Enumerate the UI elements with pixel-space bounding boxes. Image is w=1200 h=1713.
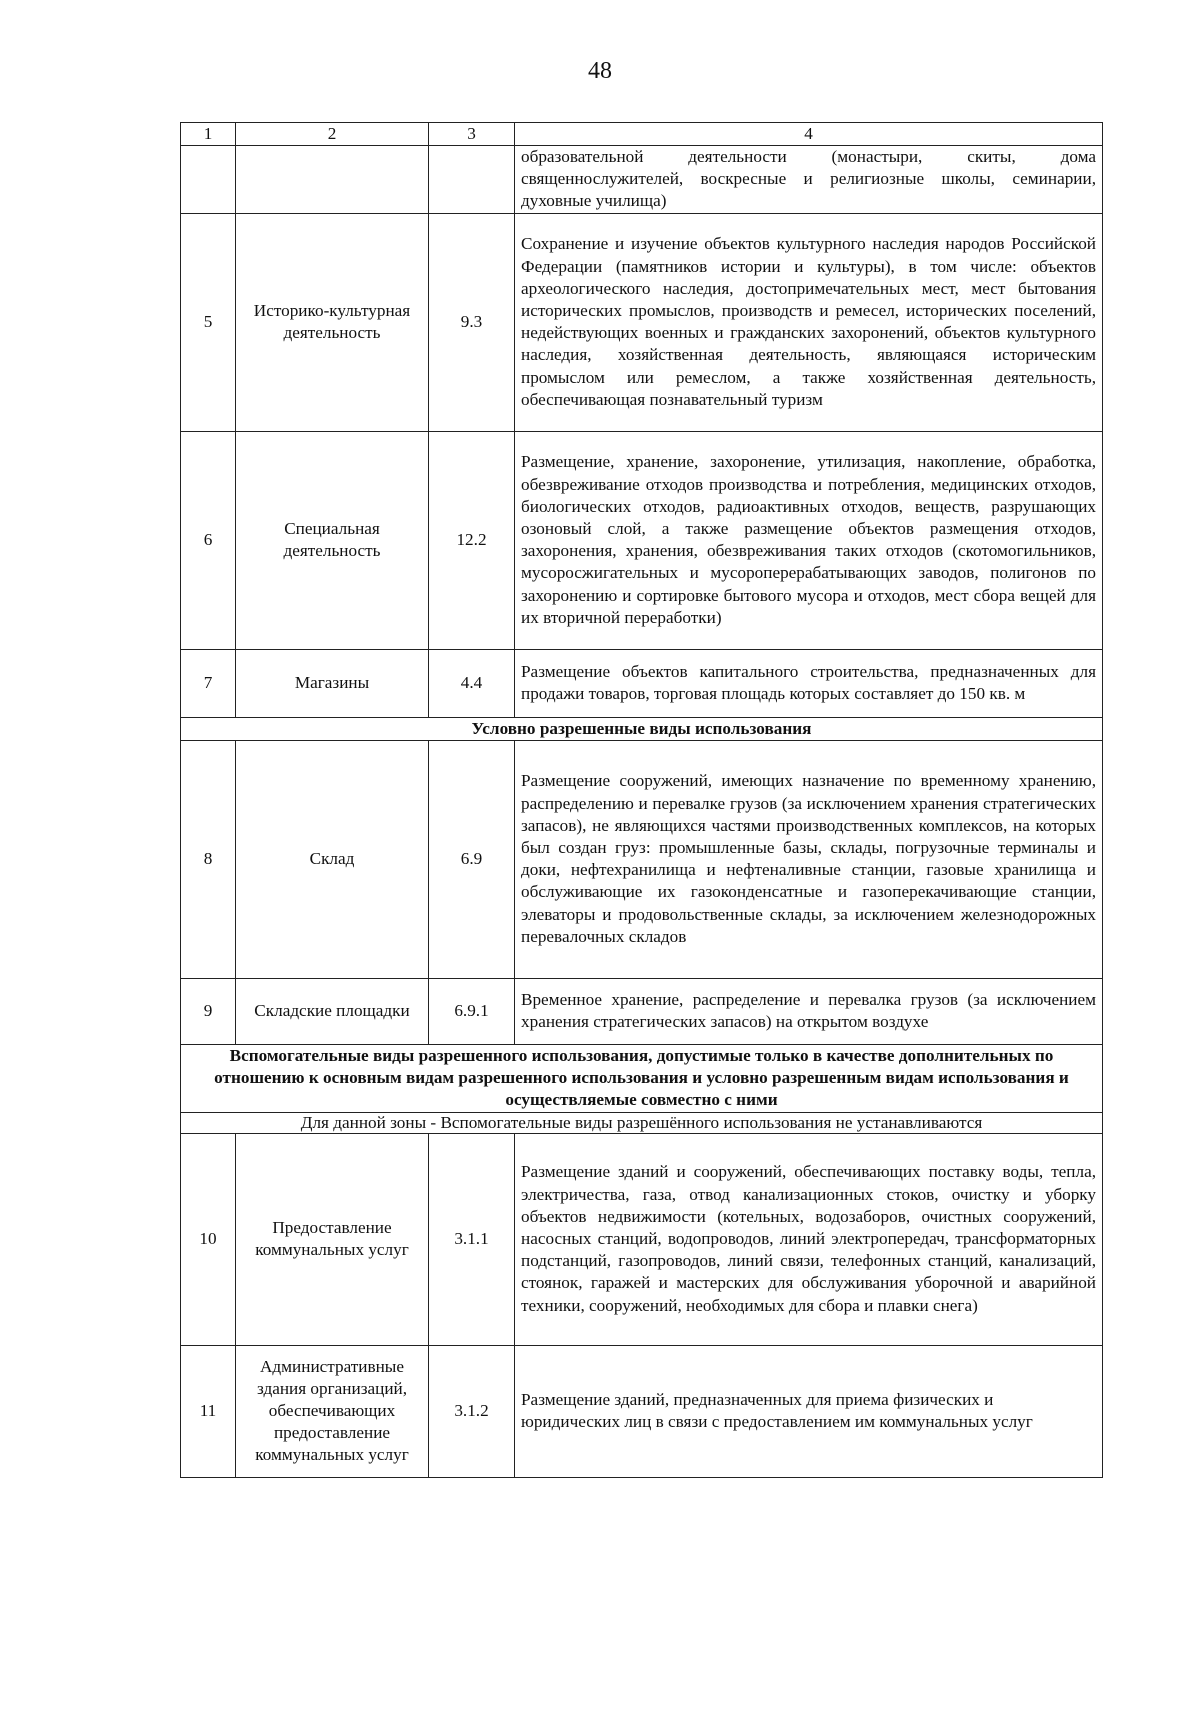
land-use-table bbox=[180, 122, 1103, 1478]
row-description: Размещение зданий и сооружений, обеспечивающих поставку воды, тепла, электричества, газа, отвод канализационных стоков, очистку и уборку объектов недвижимости (котельных, водозаборов, очистных сооружений, насосных станций, водопроводов, линий электропередач, трансформаторных подстанций, газопроводов, линий связи, телефонных станций, канализаций, стоянок, гаражей и мастерских для обслуживания уборочной и аварийной техники, сооружений, необходимых для сбора и плавки снега) bbox=[515, 1133, 1103, 1345]
section-row bbox=[181, 717, 1103, 740]
table-row bbox=[181, 1345, 1103, 1477]
row-code: 3.1.1 bbox=[429, 1133, 515, 1345]
table-row bbox=[181, 978, 1103, 1044]
note-row bbox=[181, 1112, 1103, 1133]
table-row bbox=[181, 213, 1103, 431]
row-use-name: Специальная деятельность bbox=[236, 431, 429, 649]
section-title-conditional: Условно разрешенные виды использования bbox=[181, 717, 1103, 740]
header-col-3: 3 bbox=[429, 123, 515, 146]
row-number: 5 bbox=[181, 213, 236, 431]
row-description: Размещение зданий, предназначенных для приема физических и юридических лиц в связи с предоставлением им коммунальных услуг bbox=[515, 1345, 1103, 1477]
row-number: 7 bbox=[181, 649, 236, 717]
header-col-4: 4 bbox=[515, 123, 1103, 146]
row-description: Размещение, хранение, захоронение, утилизация, накопление, обработка, обезвреживание отходов производства и потребления, медицинских отходов, биологических отходов, радиоактивных отходов, веществ, разрушающих озоновый слой, а также размещение объектов размещения отходов, захоронения, хранения, обезвреживания таких отходов (скотомогильников, мусоросжигательных и мусороперерабатывающих заводов, полигонов по захоронению и сортировке бытового мусора и отходов, мест сбора вещей для их вторичной переработки) bbox=[515, 431, 1103, 649]
section-title-auxiliary: Вспомогательные виды разрешенного использования, допустимые только в качестве дополнительных по отношению к основным видам разрешенного использования и условно разрешенным видам использования и осуществляемые совместно с ними bbox=[181, 1044, 1103, 1112]
table-header-row bbox=[181, 123, 1103, 146]
header-col-1: 1 bbox=[181, 123, 236, 146]
row-description: Временное хранение, распределение и перевалка грузов (за исключением хранения стратегических запасов) на открытом воздухе bbox=[515, 978, 1103, 1044]
row-number: 11 bbox=[181, 1345, 236, 1477]
section-row bbox=[181, 1044, 1103, 1112]
table-row bbox=[181, 740, 1103, 978]
row-use-name: Административные здания организаций, обеспечивающих предоставление коммунальных услуг bbox=[236, 1345, 429, 1477]
table-row bbox=[181, 649, 1103, 717]
row-use-name: Магазины bbox=[236, 649, 429, 717]
row-description: образовательной деятельности (монастыри, скиты, дома священнослужителей, воскресные и религиозные школы, семинарии, духовные училища) bbox=[515, 146, 1103, 214]
row-description: Размещение объектов капитального строительства, предназначенных для продажи товаров, торговая площадь которых составляет до 150 кв. м bbox=[515, 649, 1103, 717]
table-row bbox=[181, 146, 1103, 214]
row-number: 6 bbox=[181, 431, 236, 649]
table-row bbox=[181, 431, 1103, 649]
row-description: Размещение сооружений, имеющих назначение по временному хранению, распределению и перевалке грузов (за исключением хранения стратегических запасов), не являющихся частями производственных комплексов, на которых был создан груз: промышленные базы, склады, погрузочные терминалы и доки, нефтехранилища и нефтеналивные станции, газовые хранилища и обслуживающие их газоконденсатные и газоперекачивающие станции, элеваторы и продовольственные склады, за исключением железнодорожных перевалочных складов bbox=[515, 740, 1103, 978]
row-code: 4.4 bbox=[429, 649, 515, 717]
header-col-2: 2 bbox=[236, 123, 429, 146]
row-code: 6.9 bbox=[429, 740, 515, 978]
row-code: 9.3 bbox=[429, 213, 515, 431]
auxiliary-note: Для данной зоны - Вспомогательные виды разрешённого использования не устанавливаются bbox=[181, 1112, 1103, 1133]
row-description: Сохранение и изучение объектов культурного наследия народов Российской Федерации (памятников истории и культуры), в том числе: объектов археологического наследия, достопримечательных мест, мест бытования исторических промыслов, производств и ремесел, исторических поселений, недействующих военных и гражданских захоронений, объектов культурного наследия, хозяйственная деятельность, являющаяся историческим промыслом или ремеслом, а также хозяйственная деятельность, обеспечивающая познавательный туризм bbox=[515, 213, 1103, 431]
row-code: 6.9.1 bbox=[429, 978, 515, 1044]
row-code: 12.2 bbox=[429, 431, 515, 649]
row-use-name: Складские площадки bbox=[236, 978, 429, 1044]
page-number: 48 bbox=[588, 58, 612, 84]
row-code: 3.1.2 bbox=[429, 1345, 515, 1477]
row-use-name: Предоставление коммунальных услуг bbox=[236, 1133, 429, 1345]
row-number: 10 bbox=[181, 1133, 236, 1345]
row-number: 8 bbox=[181, 740, 236, 978]
row-number: 9 bbox=[181, 978, 236, 1044]
table-row bbox=[181, 1133, 1103, 1345]
row-use-name: Склад bbox=[236, 740, 429, 978]
row-use-name: Историко-культурная деятельность bbox=[236, 213, 429, 431]
